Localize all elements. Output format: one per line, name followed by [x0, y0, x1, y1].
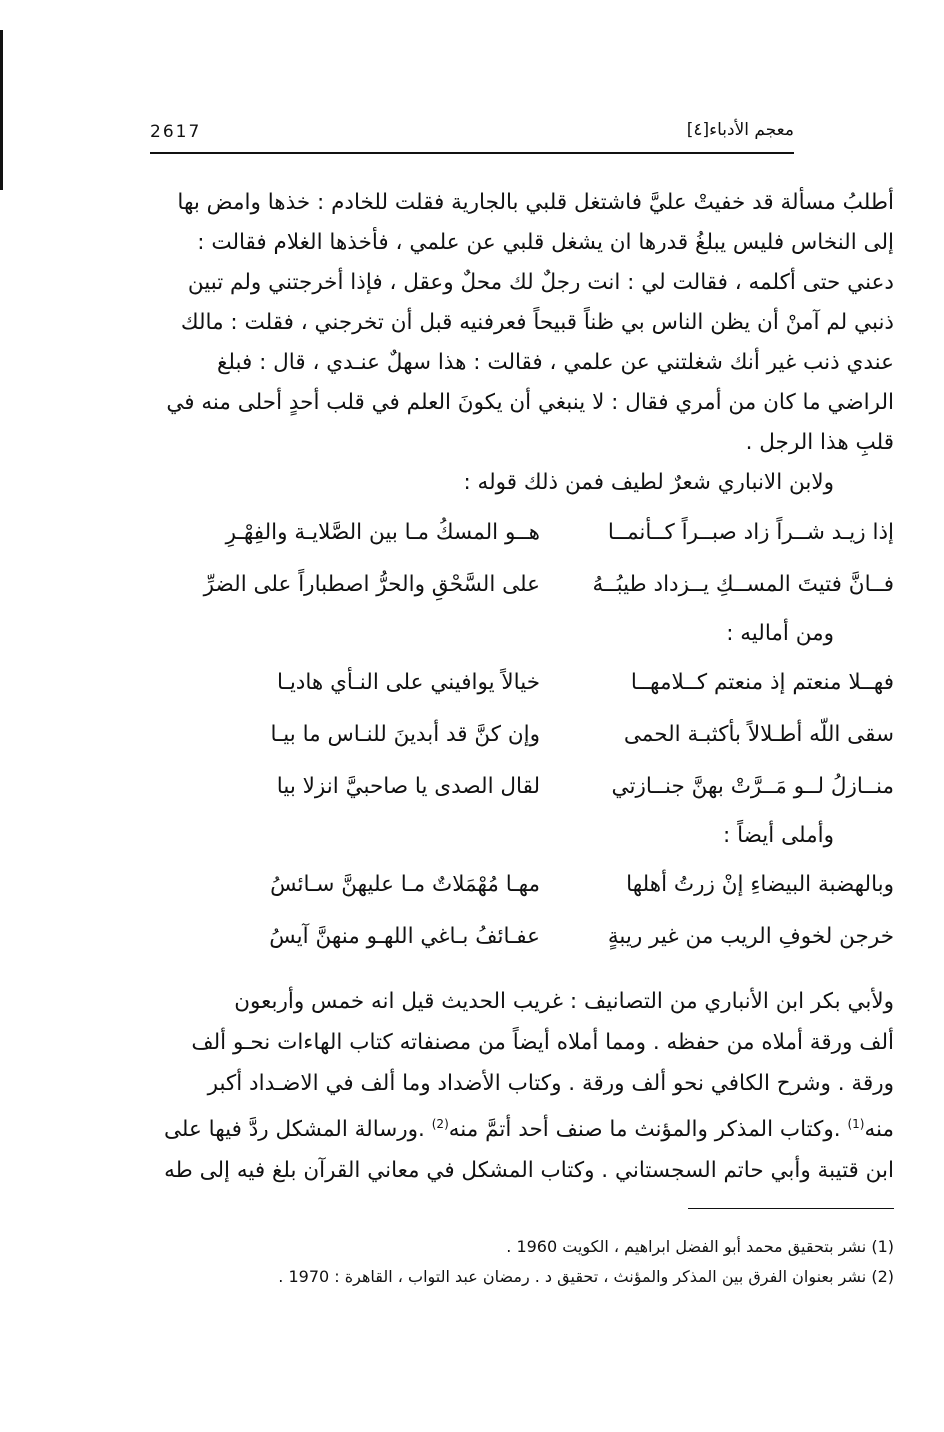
hemistich-second: هــو المسكُ مـا بين الصَّلايـة والفِهْـرِ: [225, 520, 540, 545]
prose-line: أطلبُ مسألة قد خفيتْ عليَّ فاشتغل قلبي بالجارية فقلت للخادم : خذها وامض بها: [177, 190, 894, 215]
hemistich-second: على السَّحْقِ والحرُّ اصطباراً على الضرِّ: [203, 572, 540, 597]
verse: [150, 507, 894, 559]
hemistich-first: فهــلا منعتم إذ منعتم كــلامهــا: [630, 670, 894, 695]
prose-line: ذنبي لم آمنْ أن يظن الناس بي ظناً قبيحاً فعرفنيه قبل أن تخرجني ، فقلت : مالك: [180, 310, 894, 335]
hemistich-second: وإن كنَّ قد أبدينَ للنـاس ما بيـا: [270, 722, 540, 747]
verse: [150, 709, 894, 761]
verse: [150, 559, 894, 611]
poem-1: [150, 507, 894, 611]
prose-line: عندي ذنب غير أنك شغلتني عن علمي ، فقالت : هذا سهلٌ عنـدي ، قال : فبلغ: [216, 350, 894, 375]
page-binding-edge: [0, 30, 3, 190]
footnote-ref-1[interactable]: (1): [847, 1117, 865, 1131]
footnote-ref-2[interactable]: (2): [431, 1117, 449, 1131]
prose-line: دعني حتى أكلمه ، فقالت لي : انت رجلٌ لك محلٌ وعقل ، فإذا أخرجتني ولم تبين: [187, 270, 894, 295]
poem-label: وأملى أيضاً :: [723, 823, 834, 848]
verse: [150, 761, 894, 813]
footnote-rule: [688, 1208, 894, 1209]
hemistich-first: منــازلُ لــو مَــرَّتْ بهنَّ جنــازتي: [611, 774, 894, 799]
closing-line: ألف ورقة أملاه من حفظه . ومما أملاه أيضاً من مصنفاته كتاب الهاءات نحـو ألف: [191, 1030, 894, 1055]
footnote-2: (2) نشر بعنوان الفرق بين المذكر والمؤنث ، تحقيق د . رمضان عبد التواب ، القاهرة : 1970 .: [278, 1267, 894, 1286]
closing-text: .ورسالة المشكل ردَّ فيها على: [163, 1117, 432, 1143]
footnotes: [150, 1232, 894, 1292]
footnote-1: (1) نشر بتحقيق محمد أبو الفضل ابراهيم ، الكويت 1960 .: [506, 1237, 894, 1256]
hemistich-second: مهـا مُهْمَلاتٌ مـا عليهنَّ سـائسُ: [270, 872, 540, 897]
hemistich-first: فــانَّ فتيتَ المســكِ يــزداد طيبُــهُ: [592, 572, 894, 597]
prose-line: قلبِ هذا الرجل .: [745, 430, 894, 455]
closing-line: [150, 1104, 894, 1150]
closing-text: .وكتاب المذكر والمؤنث ما صنف أحد أتمَّ منه: [448, 1117, 848, 1143]
closing-line: ورقة . وشرح الكافي نحو ألف ورقة . وكتاب الأضداد وما ألف في الاضـداد أكبر: [207, 1071, 894, 1096]
verse: [150, 911, 894, 963]
closing-text: منه: [864, 1117, 894, 1143]
hemistich-first: وبالهضبة البيضاءِ إنْ زرتُ أهلها: [626, 872, 894, 897]
hemistich-second: خيالاً يوافيني على النـأي هاديـا: [276, 670, 540, 695]
hemistich-first: سقى اللّه أطـلالاً بأكثبـة الحمى: [623, 722, 894, 747]
main-text: [150, 183, 894, 1191]
poem-intro: ولابن الانباري شعرٌ لطيف فمن ذلك قوله :: [463, 470, 834, 495]
closing-line: ولأبي بكر ابن الأنباري من التصانيف : غريب الحديث قيل انه خمس وأربعون: [234, 989, 894, 1014]
poem-label: ومن أماليه :: [726, 621, 834, 646]
hemistich-first: خرجن لخوفِ الريب من غير ريبةٍ: [607, 924, 894, 949]
hemistich-second: عفـائفُ بـاغي اللهـو منهنَّ آيسُ: [269, 924, 540, 949]
poem-3: [150, 859, 894, 963]
verse: [150, 657, 894, 709]
page-number: 2617: [150, 122, 202, 142]
verse: [150, 859, 894, 911]
closing-line: ابن قتيبة وأبي حاتم السجستاني . وكتاب المشكل في معاني القرآن بلغ فيه إلى طه: [164, 1158, 894, 1184]
poem-2: [150, 657, 894, 813]
closing-paragraph: [150, 981, 894, 1191]
running-title: معجم الأدباء[٤]: [686, 120, 794, 140]
hemistich-first: إذا زيـد شــراً زاد صبــراً كــأنمــا: [607, 520, 894, 545]
prose-line: الراضي ما كان من أمري فقال : لا ينبغي أن يكونَ العلم في قلب أحدٍ أحلى منه في: [166, 390, 894, 415]
hemistich-second: لقال الصدى يا صاحبيَّ انزلا بيا: [276, 774, 540, 799]
prose-line: إلى النخاس فليس يبلغُ قدرها ان يشغل قلبي عن علمي ، فأخذها الغلام فقالت :: [197, 230, 894, 255]
header-rule: [150, 152, 794, 154]
page-header: [150, 118, 794, 148]
